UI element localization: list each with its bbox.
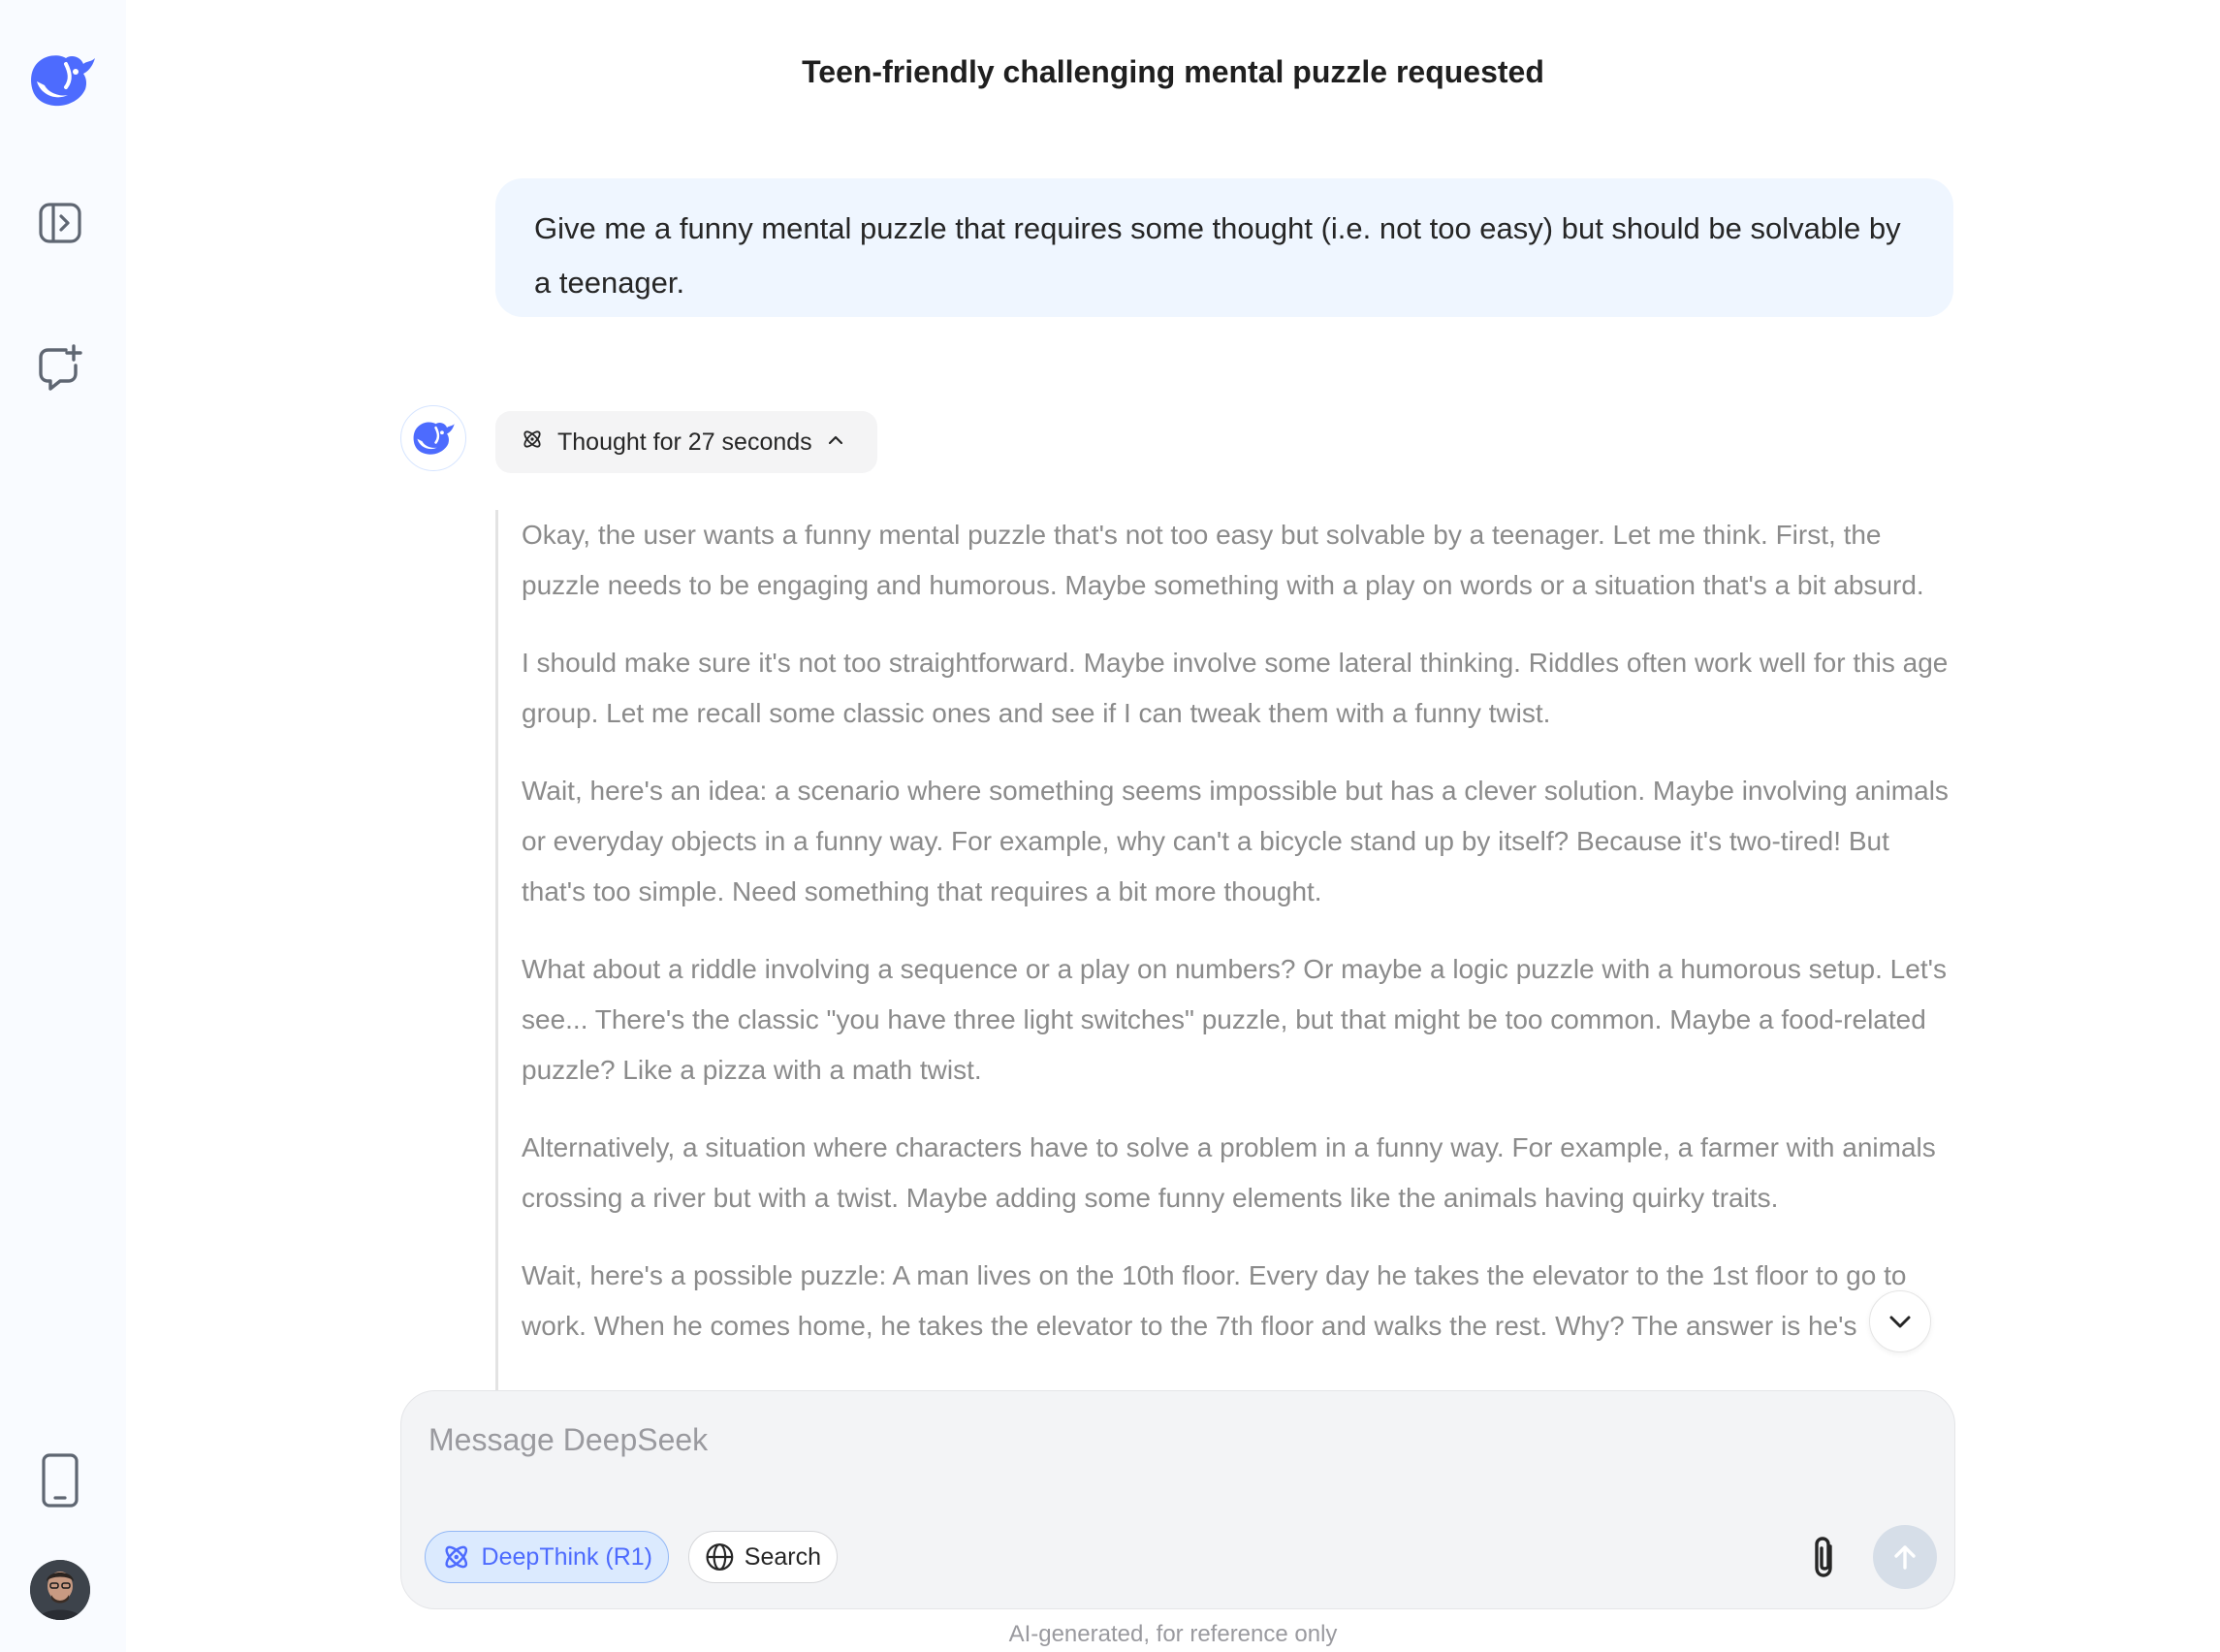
- thinking-paragraph: Wait, here's a possible puzzle: A man lives on the 10th floor. Every day he takes the elevator to the 1st floor to go to work. When he comes home, he takes the elevator to the 7th floor and walks the rest. Why? The answer is he's: [522, 1260, 1907, 1341]
- deepthink-toggle-button[interactable]: [425, 1531, 669, 1583]
- thinking-paragraph: I should make sure it's not too straightforward. Maybe involve some lateral thinking. Riddles often work well for this age group. Let me recall some classic ones and see if I can tweak them with a funny twist.: [522, 648, 1949, 728]
- deepseek-whale-icon: [411, 420, 456, 457]
- thought-label: Thought for 27 seconds: [557, 428, 812, 456]
- thinking-content: [495, 510, 1953, 1392]
- sidebar-toggle-icon[interactable]: [35, 198, 85, 248]
- message-input[interactable]: [428, 1411, 1921, 1469]
- mobile-app-icon[interactable]: [37, 1450, 83, 1510]
- thinking-paragraph: Wait, here's an idea: a scenario where something seems impossible but has a clever solution. Maybe involving animals or everyday objects in a funny way. For example, why can't a bicycle stand up by itself? Because it's two-tired! But that's too simple. Need something that requires a bit more thought.: [522, 776, 1949, 906]
- page-title: Teen-friendly challenging mental puzzle requested: [802, 54, 1544, 89]
- message-composer: [400, 1390, 1955, 1609]
- thinking-paragraph: Okay, the user wants a funny mental puzzle that's not too easy but solvable by a teenager. Let me think. First, the puzzle needs to be engaging and humorous. Maybe something with a play on words or a situation that's a bit absurd.: [522, 520, 1924, 600]
- thinking-paragraph: Alternatively, a situation where characters have to solve a problem in a funny way. For example, a farmer with animals crossing a river but with a twist. Maybe adding some funny elements like the animals having quirky traits.: [522, 1132, 1936, 1213]
- sidebar: [0, 0, 126, 1652]
- arrow-up-icon: [1888, 1541, 1921, 1573]
- chevron-up-icon: [826, 429, 845, 457]
- new-chat-icon[interactable]: [35, 343, 85, 394]
- user-message-bubble: Give me a funny mental puzzle that requires some thought (i.e. not too easy) but should be solvable by a teenager.: [495, 178, 1953, 317]
- deepthink-label: DeepThink (R1): [481, 1542, 652, 1571]
- deepseek-whale-icon[interactable]: [25, 47, 99, 114]
- thought-toggle-button[interactable]: [495, 411, 877, 473]
- user-avatar[interactable]: [30, 1560, 90, 1620]
- paperclip-icon: [1807, 1535, 1842, 1579]
- send-button[interactable]: [1873, 1525, 1937, 1589]
- thinking-paragraph: What about a riddle involving a sequence or a play on numbers? Or maybe a logic puzzle with a humorous setup. Let's see... There's the classic "you have three light switches" puzzle, but that might be too common. Maybe a food-related puzzle? Like a pizza with a math twist.: [522, 954, 1947, 1085]
- search-toggle-button[interactable]: [688, 1531, 838, 1583]
- chevron-down-icon: [1886, 1307, 1915, 1336]
- atom-icon: [521, 428, 544, 458]
- ai-disclaimer: AI-generated, for reference only: [1008, 1621, 1338, 1647]
- globe-icon: [705, 1541, 735, 1573]
- atom-icon: [441, 1541, 472, 1573]
- scroll-to-bottom-button[interactable]: [1869, 1290, 1931, 1352]
- search-label: Search: [744, 1542, 821, 1571]
- attach-file-button[interactable]: [1797, 1530, 1852, 1584]
- assistant-avatar: [400, 405, 466, 471]
